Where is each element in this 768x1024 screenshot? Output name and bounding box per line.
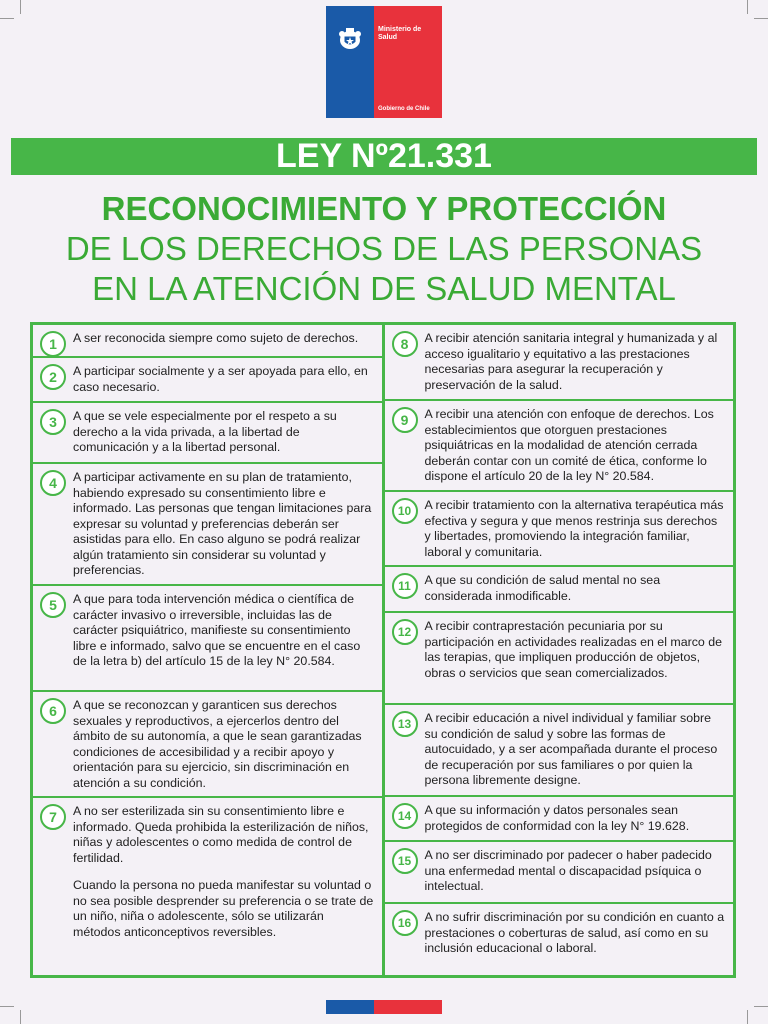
number-badge: 13 xyxy=(392,711,418,737)
right-text: A recibir tratamiento con la alternativa terapéutica más efectiva y segura y que menos restrinja sus derechos y libertades, promoviendo la integración familiar, laboral y comunitaria. xyxy=(424,498,724,559)
crop-mark xyxy=(747,1010,748,1024)
number-badge: 5 xyxy=(40,592,66,618)
right-text: A que su condición de salud mental no sea considerada inmodificable. xyxy=(424,573,661,603)
page-subtitle-line1: DE LOS DERECHOS DE LAS PERSONAS xyxy=(65,230,703,267)
right-text: A recibir una atención con enfoque de derechos. Los establecimientos que otorguen prestaciones psiquiátricas en la modalidad de atención cerrada deberán contar con un comité de ética, conforme lo dispone el artículo 20 de la ley N° 20.584. xyxy=(424,407,714,483)
right-text: A no sufrir discriminación por su condición en cuanto a prestaciones o coberturas de salud, así como en su inclusión educacional o laboral. xyxy=(424,910,725,955)
right-item xyxy=(33,464,382,586)
number-badge: 8 xyxy=(392,331,418,357)
right-item xyxy=(33,325,382,358)
right-text xyxy=(73,804,374,940)
right-text: A ser reconocida siempre como sujeto de derechos. xyxy=(73,331,359,345)
number-badge: 15 xyxy=(392,848,418,874)
number-badge: 2 xyxy=(40,364,66,390)
number-badge: 10 xyxy=(392,498,418,524)
ministry-name: Ministerio de Salud xyxy=(378,26,422,41)
right-item xyxy=(33,403,382,464)
rights-column-left xyxy=(33,325,385,975)
crop-mark xyxy=(20,0,21,14)
right-text: A que se reconozcan y garanticen sus derechos sexuales y reproductivos, a ejercerlos dentro del ámbito de su autonomía, a que le sean garantizadas condiciones de accesibilidad y a recibir apoyo y orientación para su ejercicio, sin discriminación en atención a su condición. xyxy=(73,698,362,790)
number-badge: 7 xyxy=(40,804,66,830)
crop-mark xyxy=(754,1006,768,1007)
right-text: A que para toda intervención médica o científica de carácter invasivo o irreversible, incluidas las de carácter psiquiátrico, manifieste su consentimiento libre e informado, salvo que se encuentre en el caso de la letra b) del artículo 15 de la ley N° 20.584. xyxy=(73,592,361,668)
right-item xyxy=(385,705,734,797)
right-item xyxy=(385,842,734,904)
right-item xyxy=(385,904,734,975)
page-subtitle-line2: EN LA ATENCIÓN DE SALUD MENTAL xyxy=(92,270,676,307)
right-item xyxy=(33,358,382,403)
rights-grid xyxy=(30,322,736,978)
right-text: A recibir atención sanitaria integral y humanizada y al acceso igualitario y equitativo a las prestaciones necesarias para asegurar la recuperación y preservación de la salud. xyxy=(424,331,718,392)
rights-column-right xyxy=(385,325,734,975)
right-item xyxy=(385,401,734,492)
number-badge: 16 xyxy=(392,910,418,936)
right-item xyxy=(33,586,382,692)
crop-mark xyxy=(754,18,768,19)
right-item xyxy=(385,797,734,842)
page-title: RECONOCIMIENTO Y PROTECCIÓN xyxy=(101,190,667,227)
right-text: A participar socialmente y a ser apoyada para ello, en caso necesario. xyxy=(73,364,368,394)
right-text: A recibir educación a nivel individual y familiar sobre su condición de salud y sobre las formas de autocuidado, y a ser acompañada durante el proceso de recuperación por sus familiares o por quien la persona libremente designe. xyxy=(424,711,718,787)
crop-mark xyxy=(20,1010,21,1024)
right-text: A que se vele especialmente por el respeto a su derecho a la vida privada, a la libertad de comunicación y a la libertad personal. xyxy=(73,409,337,454)
government-label: Gobierno de Chile xyxy=(378,106,430,112)
right-item xyxy=(33,692,382,798)
number-badge: 14 xyxy=(392,803,418,829)
right-item xyxy=(385,325,734,401)
footer-flag-bar xyxy=(326,1000,442,1014)
number-badge: 9 xyxy=(392,407,418,433)
crop-mark xyxy=(0,18,14,19)
right-item xyxy=(385,613,734,705)
coat-of-arms-icon xyxy=(334,22,366,54)
right-item xyxy=(385,492,734,567)
right-item xyxy=(33,798,382,975)
crop-mark xyxy=(0,1006,14,1007)
ministry-logo xyxy=(326,6,442,118)
right-text: A participar activamente en su plan de tratamiento, habiendo expresado su consentimiento libre e informado. Las personas que tengan limitaciones para expresar su voluntad y preferencias deberán ser asistidas para ello. En caso alguno se podrá realizar algún tratamiento sin considerar su voluntad y preferencias. xyxy=(73,470,372,577)
number-badge: 12 xyxy=(392,619,418,645)
law-number-banner: LEY Nº21.331 xyxy=(11,138,757,175)
number-badge: 6 xyxy=(40,698,66,724)
right-text: A que su información y datos personales sean protegidos de conformidad con la ley N° 19.628. xyxy=(424,803,690,833)
number-badge: 11 xyxy=(392,573,418,599)
number-badge: 1 xyxy=(40,331,66,357)
right-text-paragraph: Cuando la persona no pueda manifestar su voluntad o no sea posible desprender su preferencia o se trate de un niño, niña o adolescente, sólo se utilizarán métodos anticonceptivos reversibles. xyxy=(73,878,374,939)
crop-mark xyxy=(747,0,748,14)
number-badge: 4 xyxy=(40,470,66,496)
right-text: A no ser discriminado por padecer o haber padecido una enfermedad mental o discapacidad psíquica o intelectual. xyxy=(424,848,712,893)
right-text-paragraph: A no ser esterilizada sin su consentimiento libre e informado. Queda prohibida la esterilización de niños, niñas y adolescentes o como medida de control de fertilidad. xyxy=(73,804,369,865)
right-item xyxy=(385,567,734,613)
right-text: A recibir contraprestación pecuniaria por su participación en actividades realizadas en el marco de las terapias, que impliquen producción de objetos, obras o servicios que sean comercializados. xyxy=(424,619,723,680)
number-badge: 3 xyxy=(40,409,66,435)
